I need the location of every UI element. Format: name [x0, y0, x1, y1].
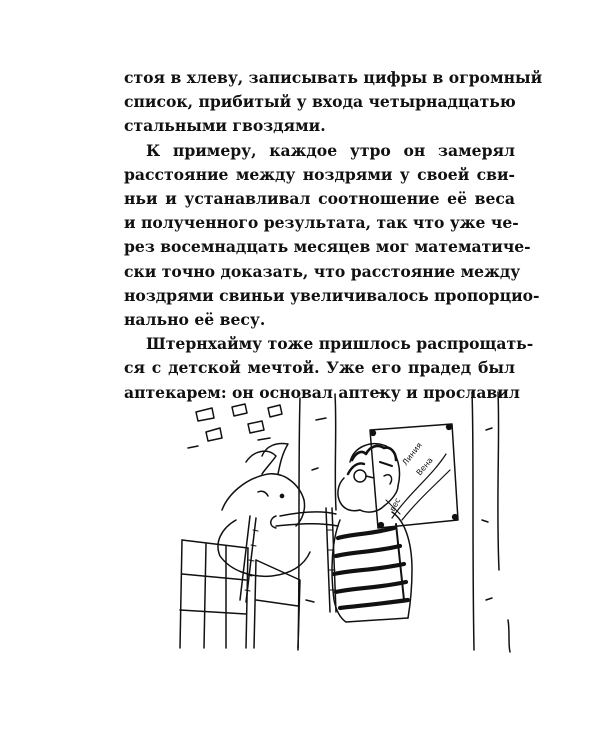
text-line: стоя в хлеву, записывать цифры в огромный: [124, 68, 543, 87]
text-line: расстояние между ноздрями у своей сви-: [124, 164, 515, 184]
text-line: список, прибитый у входа четырнадцатью: [124, 92, 516, 112]
text-line: нально её весу.: [124, 310, 266, 330]
text-line: рез восемнадцать месяцев мог математиче-: [124, 237, 531, 257]
text-line: К примеру, каждое утро он замерял: [146, 140, 515, 160]
chart-label-vena: Вена: [414, 455, 435, 478]
chart-label-line: Линия: [400, 440, 424, 468]
wooden-wall: [298, 392, 510, 652]
text-line: Штернхайму тоже пришлось распрощать-: [146, 334, 534, 354]
wall-chart: [370, 424, 458, 528]
brick-wall: [188, 404, 282, 448]
text-line: и полученного результата, так что уже че-: [124, 213, 519, 233]
text-line: ся с детской мечтой. Уже его прадед был: [124, 358, 515, 378]
text-line: стальными гвоздями.: [124, 116, 326, 136]
pig: [218, 444, 310, 577]
text-line: ньи и устанавливал соотношение её веса: [124, 189, 515, 209]
chart-label-weight: вес: [387, 496, 403, 513]
text-line: ноздрями свиньи увеличивалось пропорцио-: [124, 285, 540, 305]
man-figure: [271, 444, 412, 622]
text-line: ски точно доказать, что расстояние между: [124, 261, 521, 281]
text-line: аптекарем: он основал аптеку и прославил: [124, 382, 520, 402]
